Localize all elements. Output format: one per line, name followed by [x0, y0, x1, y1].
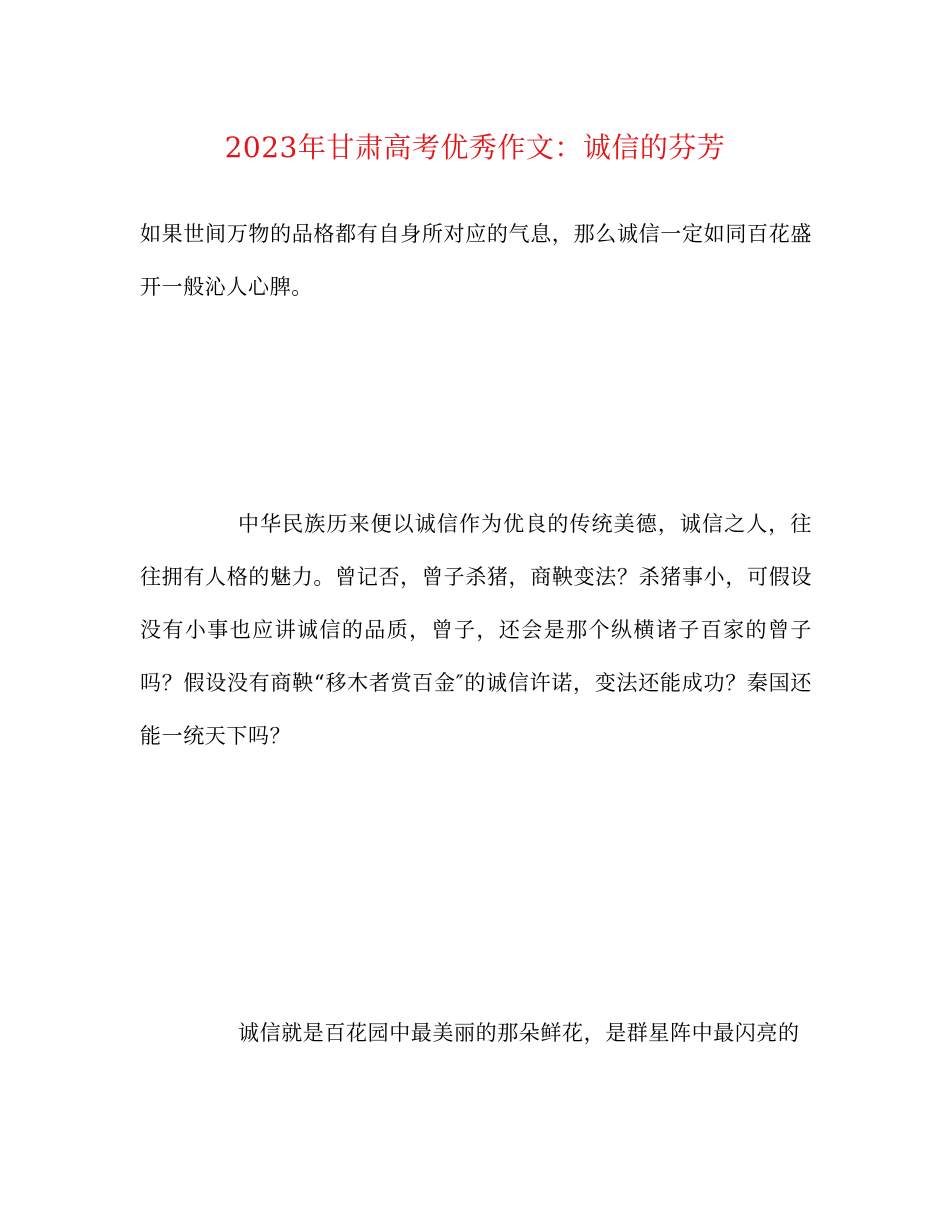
paragraph-history: 中华民族历来便以诚信作为优良的传统美德，诚信之人，往往拥有人格的魅力。曾记否，曾子杀猪，商鞅变法？杀猪事小，可假设没有小事也应讲诚信的品质，曾子，还会是那个纵横诸子百家的曾子吗？假设没有商鞅“移木者赏百金″的诚信许诺，变法还能成功？秦国还能一统天下吗？	[140, 512, 812, 748]
page-title: 2023年甘肃高考优秀作文：诚信的芬芳	[224, 131, 726, 164]
paragraph-intro: 如果世间万物的品格都有自身所对应的气息，那么诚信一定如同百花盛开一般沁人心脾。	[140, 222, 812, 299]
paragraph-flower: 诚信就是百花园中最美丽的那朵鲜花，是群星阵中最闪亮的	[238, 1021, 800, 1045]
